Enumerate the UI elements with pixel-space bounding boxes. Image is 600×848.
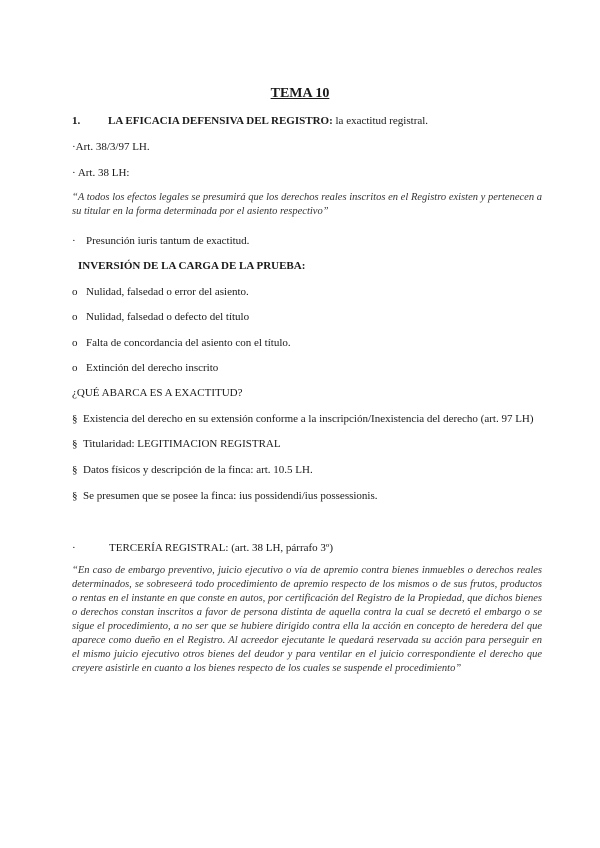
- section-number: 1.: [72, 115, 81, 127]
- section-1-heading: [72, 114, 428, 128]
- list-item: o Nulidad, falsedad o defecto del título: [72, 311, 250, 323]
- reference-art-38: · Art. 38 LH:: [72, 167, 130, 179]
- quote-art-38: “A todos los efectos legales se presumirá que los derechos reales inscritos en el Registro existen y pertenecen a su titular en la forma determinada por el asiento respectivo”: [72, 192, 542, 217]
- quote-terceria: “En caso de embargo preventivo, juicio ejecutivo o vía de apremio contra bienes inmuebles o derechos reales determinados, se sobreseerá todo procedimiento de apremio respecto de los mismos o de sus frutos, productos o rentas en el instante en que conste en autos, por certificación del Registro de la Propiedad, que dichos bienes o derechos constan inscritos a favor de persona distinta de aquella contra la cual se decretó el embargo o se sigue el procedimiento, a no ser que se hubiere dirigido contra ella la acción en concepto de heredera del que aparece como dueño en el Registro. Al acreedor ejecutante le quedará reservada su acción para perseguir en el mismo juicio ejecutivo otros bienes del deudor y para ventilar en el juicio correspondiente el derecho que creyere asistirle en cuanto a los bienes respecto de los cuales se suspende el procedimiento”: [72, 565, 542, 674]
- reference-art-38-3-97: ·Art. 38/3/97 LH.: [72, 141, 150, 153]
- list-item: § Titularidad: LEGITIMACION REGISTRAL: [72, 438, 281, 450]
- list-item: § Existencia del derecho en su extensión conforme a la inscripción/Inexistencia del derecho (art. 97 LH): [72, 413, 534, 425]
- list-item: § Datos físicos y descripción de la finca: art. 10.5 LH.: [72, 464, 313, 476]
- inversion-heading: INVERSIÓN DE LA CARGA DE LA PRUEBA:: [78, 260, 306, 272]
- list-item: o Extinción del derecho inscrito: [72, 362, 219, 374]
- list-item: § Se presumen que se posee la finca: ius possidendi/ius possessionis.: [72, 490, 378, 502]
- terceria-heading: · TERCERÍA REGISTRAL: (art. 38 LH, párrafo 3º): [72, 542, 333, 554]
- abarca-heading: ¿QUÉ ABARCA ES A EXACTITUD?: [72, 387, 243, 399]
- section-subheading: la exactitud registral.: [335, 115, 429, 127]
- presuncion-line: · Presunción iuris tantum de exactitud.: [72, 235, 250, 247]
- list-item: o Nulidad, falsedad o error del asiento.: [72, 286, 249, 298]
- section-heading-bold: LA EFICACIA DEFENSIVA DEL REGISTRO:: [108, 115, 333, 127]
- page-title: TEMA 10: [270, 86, 330, 101]
- list-item: o Falta de concordancia del asiento con el título.: [72, 337, 291, 349]
